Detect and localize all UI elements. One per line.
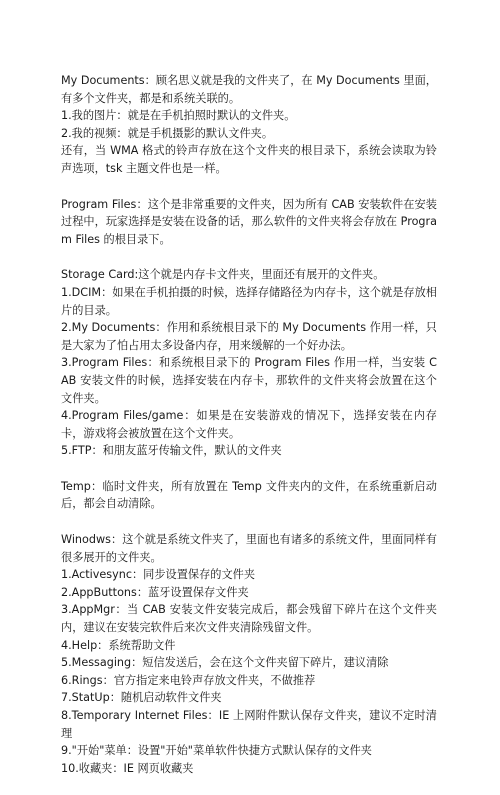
list-item: 4.Program Files/game：如果是在安装游戏的情况下，选择安装在内存卡，游戏将会被放置在这个文件夹。 — [61, 409, 437, 440]
paragraph-line: Program Files：这个是非常重要的文件夹，因为所有 CAB 安装软件在安装过程中，玩家选择是安装在设备的话，那么软件的文件夹将会存放在 Program Files 的根目录下。 — [61, 197, 437, 246]
list-item: 8.Temporary Internet Files：IE 上网附件默认保存文件夹，建议不定时清理 — [61, 709, 437, 740]
paragraph-line: Temp：临时文件夹，所有放置在 Temp 文件夹内的文件，在系统重新启动后，都会自动清除。 — [61, 479, 437, 511]
document-body — [61, 72, 437, 795]
list-item: 3.Program Files：和系统根目录下的 Program Files 作用一样，当安装 CAB 安装文件的时候，选择安装在内存卡，那软件的文件夹将会放置在这个文件夹。 — [61, 356, 437, 405]
section-program-files — [61, 196, 437, 249]
list-item: 2.My Documents：作用和系统根目录下的 My Documents 作用一样，只是大家为了怕占用太多设备内存，用来缓解的一个好办法。 — [61, 321, 437, 352]
paragraph-line: My Documents：顾名思义就是我的文件夹了，在 My Documents 里面，有多个文件夹，都是和系统关联的。 — [61, 74, 437, 105]
list-item: 6.Rings：官方指定来电铃声存放文件夹，不做推荐 — [61, 673, 316, 687]
list-item: 1.DCIM：如果在手机拍摄的时候，选择存储路径为内存卡，这个就是存放相片的目录。 — [61, 285, 437, 317]
list-item: 5.Messaging：短信发送后，会在这个文件夹留下碎片，建议清除 — [61, 656, 389, 670]
list-item: 2.AppButtons：蓝牙设置保存文件夹 — [61, 585, 249, 599]
list-item: 7.StatUp：随机启动软件文件夹 — [61, 691, 222, 705]
section-windows — [61, 531, 437, 777]
list-item: 1.Activesync：同步设置保存的文件夹 — [61, 568, 256, 582]
section-my-documents — [61, 72, 437, 178]
list-item: 5.FTP：和朋友蓝牙传输文件，默认的文件夹 — [61, 444, 282, 458]
section-temp — [61, 478, 437, 513]
list-item: 9."开始"菜单：设置"开始"菜单软件快捷方式默认保存的文件夹 — [61, 744, 372, 758]
section-storage-card — [61, 266, 437, 460]
paragraph-line: Winodws：这个就是系统文件夹了，里面也有诸多的系统文件，里面同样有很多展开的文件夹。 — [61, 533, 437, 564]
list-item: 1.我的图片：就是在手机拍照时默认的文件夹。 — [61, 109, 296, 123]
list-item: 3.AppMgr：当 CAB 安装文件安装完成后，都会残留下碎片在这个文件夹内，建议在安装完软件后来次文件夹清除残留文件。 — [61, 603, 437, 635]
list-item: 2.我的视频：就是手机摄影的默认文件夹。 — [61, 126, 274, 140]
paragraph-line: Storage Card:这个就是内存卡文件夹，里面还有展开的文件夹。 — [61, 268, 385, 282]
list-item: 4.Help：系统帮助文件 — [61, 638, 176, 652]
list-item: 10.收藏夹：IE 网页收藏夹 — [61, 761, 194, 775]
paragraph-line: 还有，当 WMA 格式的铃声存放在这个文件夹的根目录下，系统会读取为铃声选项，tsk 主题文件也是一样。 — [61, 144, 437, 175]
